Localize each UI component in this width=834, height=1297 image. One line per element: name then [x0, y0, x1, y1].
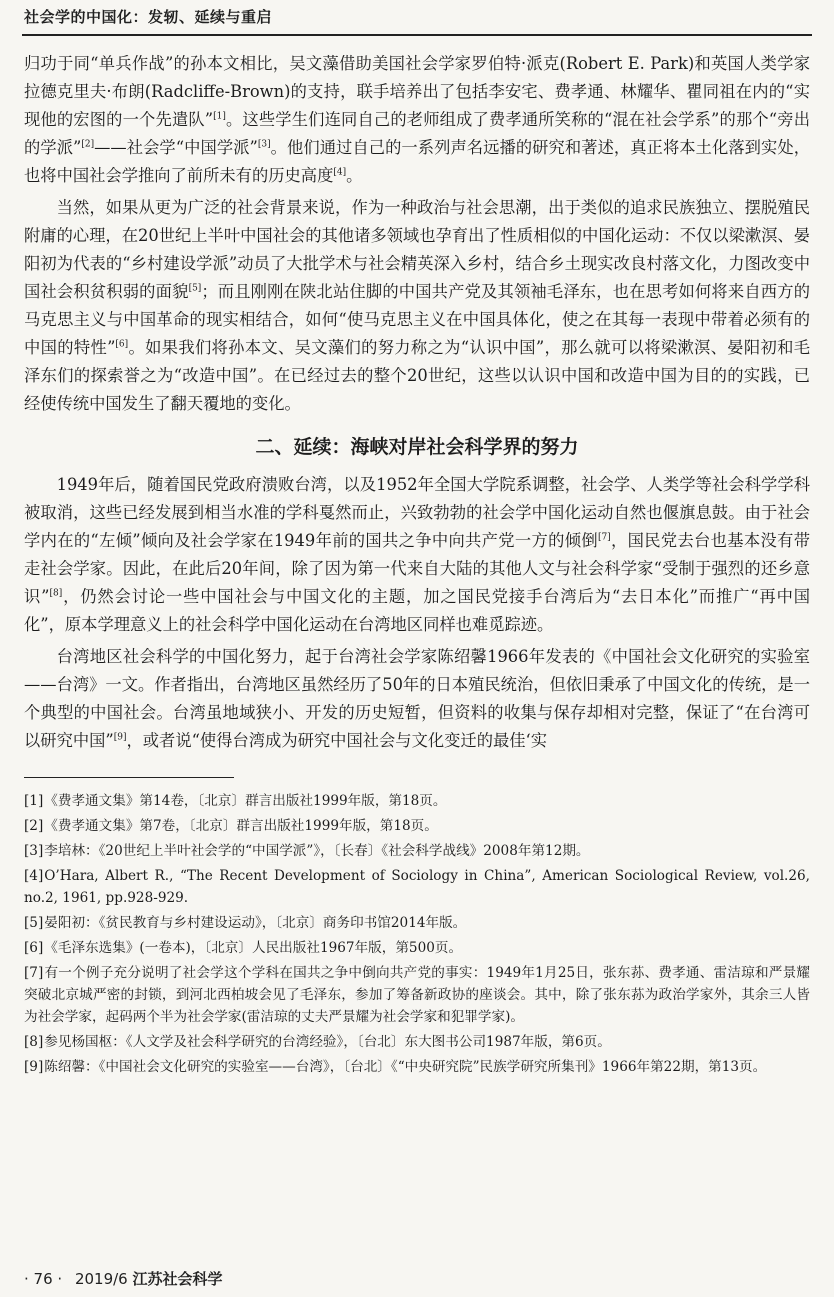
footnotes — [24, 790, 810, 1078]
footnote-ref[interactable]: [8] — [49, 588, 63, 599]
footnote-ref[interactable]: [4] — [333, 167, 347, 178]
footnote-ref[interactable]: [7] — [597, 532, 611, 543]
header-rule — [22, 34, 812, 36]
footnote-6: [6]《毛泽东选集》(一卷本)，〔北京〕人民出版社1967年版，第500页。 — [24, 940, 463, 956]
article-body — [24, 50, 810, 1081]
footnote-ref[interactable]: [2] — [81, 139, 95, 150]
section-heading: 二、延续：海峡对岸社会科学界的努力 — [255, 436, 579, 458]
footnote-ref[interactable]: [1] — [213, 111, 226, 122]
footnote-ref[interactable]: [3] — [257, 139, 271, 150]
footnote-rule — [24, 777, 234, 778]
footnote-9: [9]陈绍馨：《中国社会文化研究的实验室——台湾》，〔台北〕《“中央研究院”民族学研究所集刊》1966年第22期，第13页。 — [24, 1059, 767, 1075]
footnote-3: [3]李培林：《20世纪上半叶社会学的“中国学派”》，〔长春〕《社会科学战线》2008年第12期。 — [24, 843, 590, 859]
running-head: 社会学的中国化：发轫、延续与重启 — [24, 8, 273, 26]
footnote-ref[interactable]: [9] — [113, 732, 127, 743]
paragraph-1: 归功于同“单兵作战”的孙本文相比，吴文藻借助美国社会学家罗伯特·派克(Robert E. Park)和英国人类学家拉德克里夫·布朗(Radcliffe-Brown)的支持，联手培养出了包括李安宅、费孝通、林耀华、瞿同祖在内的“实现他的宏图的一个先遣队”[1]。这些学生们连同自己的老师组成了费孝通所笑称的“混在社会学系”的那个“旁出的学派”[2]——社会学“中国学派”[3]。他们通过自己的一系列声名远播的研究和著述，真正将本土化落到实处，也将中国社会学推向了前所未有的历史高度[4]。 — [24, 54, 810, 185]
journal-name: 江苏社会科学 — [132, 1270, 223, 1288]
footnote-4: [4]O’Hara, Albert R., “The Recent Development of Sociology in China”, American Sociological Review, vol.26, no.2, 1961, pp.928-929. — [24, 868, 810, 906]
footnote-5: [5]晏阳初：《贫民教育与乡村建设运动》，〔北京〕商务印书馆2014年版。 — [24, 915, 467, 931]
footnote-8: [8]参见杨国枢：《人文学及社会科学研究的台湾经验》，〔台北〕东大图书公司1987年版，第6页。 — [24, 1034, 611, 1050]
footnote-7: [7]有一个例子充分说明了社会学这个学科在国共之争中倒向共产党的事实：1949年1月25日，张东荪、费孝通、雷洁琼和严景耀突破北京城严密的封锁，到河北西柏坡会见了毛泽东，参加了筹备新政协的座谈会。其中，除了张东荪为政治学家外，其余三人皆为社会学家，起码两个半为社会学家(雷洁琼的丈夫严景耀为社会学家和犯罪学家)。 — [24, 965, 810, 1025]
footnote-2: [2]《费孝通文集》第7卷，〔北京〕群言出版社1999年版，第18页。 — [24, 818, 438, 834]
issue-label: 2019/6 — [74, 1270, 128, 1288]
footnote-ref[interactable]: [5] — [188, 283, 202, 294]
page-footer — [24, 1268, 223, 1289]
paragraph-2: 当然，如果从更为广泛的社会背景来说，作为一种政治与社会思潮，出于类似的追求民族独立、摆脱殖民附庸的心理，在20世纪上半叶中国社会的其他诸多领域也孕育出了性质相似的中国化运动：不仅以梁漱溟、晏阳初为代表的“乡村建设学派”动员了大批学术与社会精英深入乡村，结合乡土现实改良村落文化，力图改变中国社会积贫积弱的面貌[5]；而且刚刚在陕北站住脚的中国共产党及其领袖毛泽东，也在思考如何将来自西方的马克思主义与中国革命的现实相结合，如何“使马克思主义在中国具体化，使之在其每一表现中带着必须有的中国的特性”[6]。如果我们将孙本文、吴文藻们的努力称之为“认识中国”，那么就可以将梁漱溟、晏阳初和毛泽东们的探索誉之为“改造中国”。在已经过去的整个20世纪，这些以认识中国和改造中国为目的的实践，已经使传统中国发生了翻天覆地的变化。 — [24, 198, 811, 413]
page-number: · 76 · — [24, 1270, 63, 1288]
paragraph-4: 台湾地区社会科学的中国化努力，起于台湾社会学家陈绍馨1966年发表的《中国社会文化研究的实验室——台湾》一文。作者指出，台湾地区虽然经历了50年的日本殖民统治，但依旧秉承了中国文化的传统，是一个典型的中国社会。台湾虽地域狭小、开发的历史短暂，但资料的收集与保存却相对完整，保证了“在台湾可以研究中国”[9]，或者说“使得台湾成为研究中国社会与文化变迁的最佳‘实 — [24, 647, 810, 750]
footnote-ref[interactable]: [6] — [115, 339, 129, 350]
footnote-1: [1]《费孝通文集》第14卷，〔北京〕群言出版社1999年版，第18页。 — [24, 793, 447, 809]
paragraph-3: 1949年后，随着国民党政府溃败台湾，以及1952年全国大学院系调整，社会学、人类学等社会科学学科被取消，这些已经发展到相当水准的学科戛然而止，兴致勃勃的社会学中国化运动自然也偃旗息鼓。由于社会学内在的“左倾”倾向及社会学家在1949年前的国共之争中向共产党一方的倾倒[7]，国民党去台也基本没有带走社会学家。因此，在此后20年间，除了因为第一代来自大陆的其他人文与社会科学家“受制于强烈的还乡意识”[8]，仍然会讨论一些中国社会与中国文化的主题，加之国民党接手台湾后为“去日本化”而推广“再中国化”，原本学理意义上的社会科学中国化运动在台湾地区同样也难觅踪迹。 — [24, 475, 810, 634]
